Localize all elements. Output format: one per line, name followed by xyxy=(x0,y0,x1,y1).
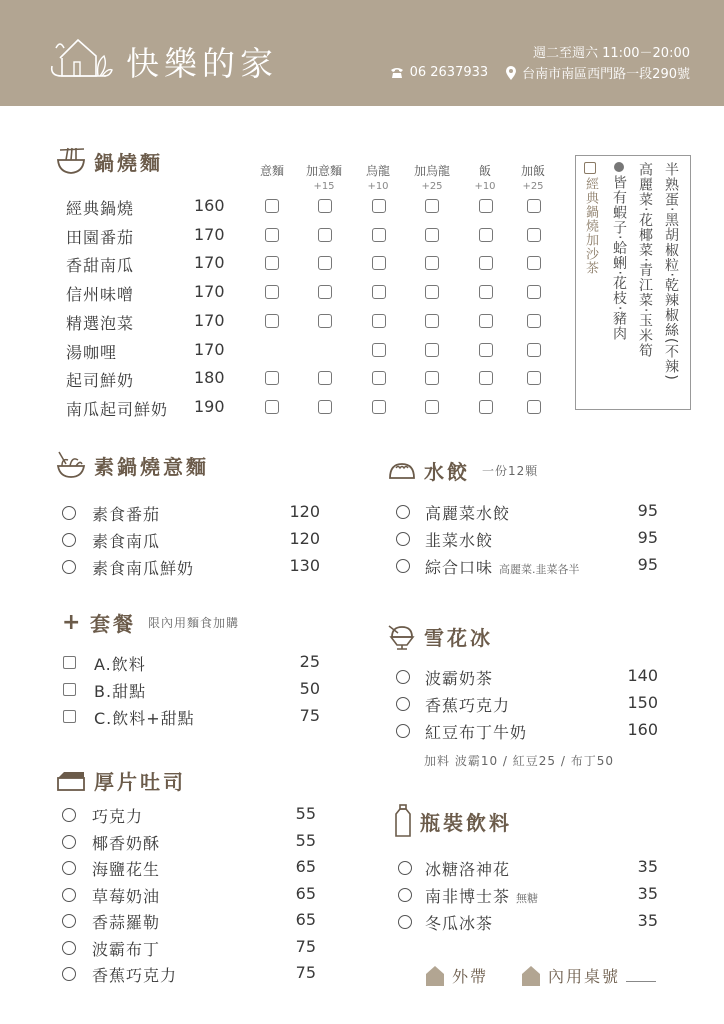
noodle-option-checkbox[interactable] xyxy=(479,343,493,357)
toast-select-radio[interactable] xyxy=(62,888,76,902)
drinks-select-radio[interactable] xyxy=(398,888,412,902)
drinks-select-radio[interactable] xyxy=(398,861,412,875)
veg-select-radio[interactable] xyxy=(62,533,76,547)
address: 台南市南區西門路一段290號 xyxy=(522,67,690,82)
noodle-option-checkbox[interactable] xyxy=(479,285,493,299)
section-title-ice: 雪花冰 xyxy=(388,622,493,651)
noodle-option-checkbox[interactable] xyxy=(265,285,279,299)
restaurant-name: 快樂的家 xyxy=(126,44,278,83)
noodle-option-checkbox[interactable] xyxy=(372,256,386,270)
noodle-option-checkbox[interactable] xyxy=(527,314,541,328)
hotpot-item-price: 160 xyxy=(194,196,225,215)
hotpot-item-price: 170 xyxy=(194,253,225,273)
toast-select-radio[interactable] xyxy=(62,941,76,955)
dumpling-select-radio[interactable] xyxy=(396,505,410,519)
dumpling-item-price: 95 xyxy=(637,555,658,574)
drinks-item-price: 35 xyxy=(637,884,658,903)
toast-item-name: 椰香奶酥 xyxy=(92,833,161,853)
dumpling-item-name: 綜合口味 高麗菜.韭菜各半 xyxy=(425,558,580,577)
noodle-option-checkbox[interactable] xyxy=(372,371,386,385)
toast-select-radio[interactable] xyxy=(62,861,76,875)
header-bar xyxy=(0,0,724,106)
noodle-option-checkbox[interactable] xyxy=(372,199,386,213)
drinks-item-price: 35 xyxy=(637,911,658,930)
col-head-4: 加烏龍 +25 xyxy=(413,164,450,192)
noodle-option-checkbox[interactable] xyxy=(425,314,439,328)
item-note: 無糖 xyxy=(516,892,539,905)
shaved-ice-icon xyxy=(388,623,416,651)
col-head-6: 加飯 +25 xyxy=(520,164,545,192)
noodle-option-checkbox[interactable] xyxy=(372,228,386,242)
dinein-option[interactable]: 內用桌號 xyxy=(522,964,656,987)
house-icon xyxy=(426,966,444,986)
section-title-dumpling: 水餃 一份12顆 xyxy=(388,456,538,485)
house-icon xyxy=(522,966,540,986)
ingredient-line-1: 半熟蛋‧黑胡椒粒‧乾辣椒絲(不辣) xyxy=(663,162,679,381)
combo-item-price: 25 xyxy=(299,652,320,671)
col-head-3: 烏龍 +10 xyxy=(365,164,390,192)
hotpot-item-price: 170 xyxy=(194,339,225,359)
noodle-option-checkbox[interactable] xyxy=(479,256,493,270)
combo-select-checkbox[interactable] xyxy=(63,683,76,696)
item-note: 高麗菜.韭菜各半 xyxy=(499,563,580,576)
section-title-veg: 素鍋燒意麵 xyxy=(56,450,209,480)
noodle-option-checkbox[interactable] xyxy=(425,199,439,213)
noodle-option-checkbox[interactable] xyxy=(479,371,493,385)
ice-item-name: 香蕉巧克力 xyxy=(425,696,511,715)
col-head-5: 飯 +10 xyxy=(474,164,496,192)
toast-item-price: 65 xyxy=(295,910,316,929)
col-head-2: 加意麵 +15 xyxy=(305,164,342,192)
ice-addon-note: 加料 波霸10 / 紅豆25 / 布丁50 xyxy=(424,754,614,768)
toast-item-price: 55 xyxy=(295,804,316,823)
hotpot-item-name: 香甜南瓜 xyxy=(66,256,135,276)
noodle-option-checkbox[interactable] xyxy=(479,199,493,213)
hotpot-item-price: 170 xyxy=(194,224,225,244)
noodle-option-checkbox[interactable] xyxy=(479,314,493,328)
noodle-option-checkbox[interactable] xyxy=(265,228,279,242)
veg-item-name: 素食番茄 xyxy=(92,505,161,524)
hotpot-item-name: 起司鮮奶 xyxy=(66,371,135,391)
noodle-option-checkbox[interactable] xyxy=(318,400,332,414)
ice-select-radio[interactable] xyxy=(396,697,410,711)
phone-icon xyxy=(390,67,404,79)
option-shacha[interactable]: 經典鍋燒加沙茶 xyxy=(584,162,597,275)
noodle-bowl-icon xyxy=(56,146,86,176)
section-title-hotpot: 鍋燒麵 xyxy=(56,146,163,176)
noodle-option-checkbox[interactable] xyxy=(318,285,332,299)
toast-item-price: 65 xyxy=(295,857,316,876)
toast-item-price: 55 xyxy=(295,830,316,850)
noodle-option-checkbox[interactable] xyxy=(265,256,279,270)
toast-item-price: 65 xyxy=(295,883,316,903)
ice-item-name: 紅豆布丁牛奶 xyxy=(425,723,528,742)
contact-line xyxy=(390,63,690,82)
hotpot-item-price: 180 xyxy=(194,368,225,388)
table-number-field[interactable] xyxy=(626,970,656,982)
noodle-option-checkbox[interactable] xyxy=(425,285,439,299)
noodle-option-checkbox[interactable] xyxy=(527,285,541,299)
hotpot-item-price: 170 xyxy=(194,282,225,302)
toast-item-price: 75 xyxy=(295,936,316,956)
house-plant-icon xyxy=(48,26,120,84)
combo-item-price: 50 xyxy=(299,679,320,698)
noodle-option-checkbox[interactable] xyxy=(425,343,439,357)
toast-icon xyxy=(56,770,86,792)
noodle-option-checkbox[interactable] xyxy=(527,199,541,213)
toast-item-name: 巧克力 xyxy=(92,807,144,826)
noodle-option-checkbox[interactable] xyxy=(425,400,439,414)
veg-item-price: 130 xyxy=(289,556,320,575)
hotpot-item-name: 信州味噌 xyxy=(66,285,135,305)
bottle-icon xyxy=(394,804,412,838)
toast-item-price: 75 xyxy=(295,963,316,982)
noodle-option-checkbox[interactable] xyxy=(318,371,332,385)
salad-bowl-icon xyxy=(56,450,86,480)
plus-sign: + xyxy=(62,610,81,635)
hotpot-item-name: 湯咖哩 xyxy=(66,342,118,362)
dumpling-select-radio[interactable] xyxy=(396,559,410,573)
drinks-item-name: 冰糖洛神花 xyxy=(425,860,511,879)
hotpot-item-name: 經典鍋燒 xyxy=(66,199,135,218)
toast-select-radio[interactable] xyxy=(62,967,76,981)
section-title-drinks: 瓶裝飲料 xyxy=(394,804,512,838)
ice-item-name: 波霸奶茶 xyxy=(425,669,494,688)
combo-item-name: B.甜點 xyxy=(94,682,147,701)
noodle-option-checkbox[interactable] xyxy=(527,400,541,414)
combo-item-price: 75 xyxy=(299,706,320,725)
noodle-option-checkbox[interactable] xyxy=(527,228,541,242)
col-head-1: 意麵 xyxy=(259,164,284,178)
combo-select-checkbox[interactable] xyxy=(63,656,76,669)
veg-item-name: 素食南瓜 xyxy=(92,532,161,551)
noodle-option-checkbox[interactable] xyxy=(425,256,439,270)
noodle-option-checkbox[interactable] xyxy=(318,256,332,270)
toast-select-radio[interactable] xyxy=(62,808,76,822)
noodle-option-checkbox[interactable] xyxy=(527,371,541,385)
combo-item-name: A.飲料 xyxy=(94,655,146,674)
dumpling-select-radio[interactable] xyxy=(396,532,410,546)
bullet-icon xyxy=(614,162,624,172)
dumpling-icon xyxy=(388,460,416,482)
ice-select-radio[interactable] xyxy=(396,670,410,684)
noodle-option-checkbox[interactable] xyxy=(372,400,386,414)
hotpot-item-price: 190 xyxy=(194,396,225,416)
noodle-option-checkbox[interactable] xyxy=(479,400,493,414)
combo-item-name: C.飲料+甜點 xyxy=(94,709,195,728)
toast-item-name: 香蒜羅勒 xyxy=(92,913,161,932)
dumpling-item-name: 高麗菜水餃 xyxy=(425,504,511,523)
veg-select-radio[interactable] xyxy=(62,560,76,574)
drinks-select-radio[interactable] xyxy=(398,915,412,929)
noodle-option-checkbox[interactable] xyxy=(265,400,279,414)
noodle-option-checkbox[interactable] xyxy=(318,314,332,328)
dumpling-item-name: 韭菜水餃 xyxy=(425,531,494,550)
toast-select-radio[interactable] xyxy=(62,835,76,849)
checkbox-icon[interactable] xyxy=(584,162,596,174)
veg-item-price: 120 xyxy=(289,502,320,521)
ice-item-price: 140 xyxy=(627,666,658,685)
ingredient-line-2: 高麗菜‧花椰菜‧青江菜‧玉米筍 xyxy=(637,162,653,359)
ingredient-line-3: 皆有蝦子‧蛤蜊‧花枝‧豬肉 xyxy=(612,162,626,341)
dumpling-item-price: 95 xyxy=(637,528,658,547)
toast-item-name: 草莓奶油 xyxy=(92,886,161,906)
noodle-option-checkbox[interactable] xyxy=(372,285,386,299)
toast-item-name: 海鹽花生 xyxy=(92,860,161,879)
noodle-option-checkbox[interactable] xyxy=(372,343,386,357)
hotpot-item-name: 南瓜起司鮮奶 xyxy=(66,399,169,419)
noodle-option-checkbox[interactable] xyxy=(479,228,493,242)
section-title-toast: 厚片吐司 xyxy=(56,766,186,795)
opening-hours: 週二至週六 11:00－20:00 xyxy=(532,46,690,61)
noodle-option-checkbox[interactable] xyxy=(527,343,541,357)
drinks-item-name: 南非博士茶 無糖 xyxy=(425,887,539,906)
toast-item-name: 波霸布丁 xyxy=(92,939,161,959)
veg-item-name: 素食南瓜鮮奶 xyxy=(92,559,195,578)
hotpot-item-price: 170 xyxy=(194,310,225,330)
noodle-option-checkbox[interactable] xyxy=(265,314,279,328)
hotpot-item-name: 精選泡菜 xyxy=(66,313,135,333)
takeout-option[interactable]: 外帶 xyxy=(426,964,488,987)
noodle-option-checkbox[interactable] xyxy=(265,371,279,385)
ice-item-price: 160 xyxy=(627,720,658,739)
location-pin-icon xyxy=(506,66,516,80)
drinks-item-price: 35 xyxy=(637,857,658,876)
noodle-option-checkbox[interactable] xyxy=(318,228,332,242)
dumpling-item-price: 95 xyxy=(637,501,658,520)
noodle-option-checkbox[interactable] xyxy=(425,371,439,385)
section-title-combo: 套餐 限內用麵食加購 xyxy=(90,612,240,636)
phone-number: 06 2637933 xyxy=(409,65,489,80)
veg-select-radio[interactable] xyxy=(62,506,76,520)
noodle-option-checkbox[interactable] xyxy=(318,199,332,213)
noodle-option-checkbox[interactable] xyxy=(527,256,541,270)
drinks-item-name: 冬瓜冰茶 xyxy=(425,914,494,933)
combo-select-checkbox[interactable] xyxy=(63,710,76,723)
noodle-option-checkbox[interactable] xyxy=(425,228,439,242)
toast-item-name: 香蕉巧克力 xyxy=(92,966,178,985)
hotpot-ingredients-box xyxy=(575,155,691,410)
veg-item-price: 120 xyxy=(289,529,320,548)
noodle-option-checkbox[interactable] xyxy=(265,199,279,213)
noodle-option-checkbox[interactable] xyxy=(372,314,386,328)
toast-select-radio[interactable] xyxy=(62,914,76,928)
hotpot-item-name: 田園番茄 xyxy=(66,227,135,247)
ice-item-price: 150 xyxy=(627,693,658,712)
ice-select-radio[interactable] xyxy=(396,724,410,738)
